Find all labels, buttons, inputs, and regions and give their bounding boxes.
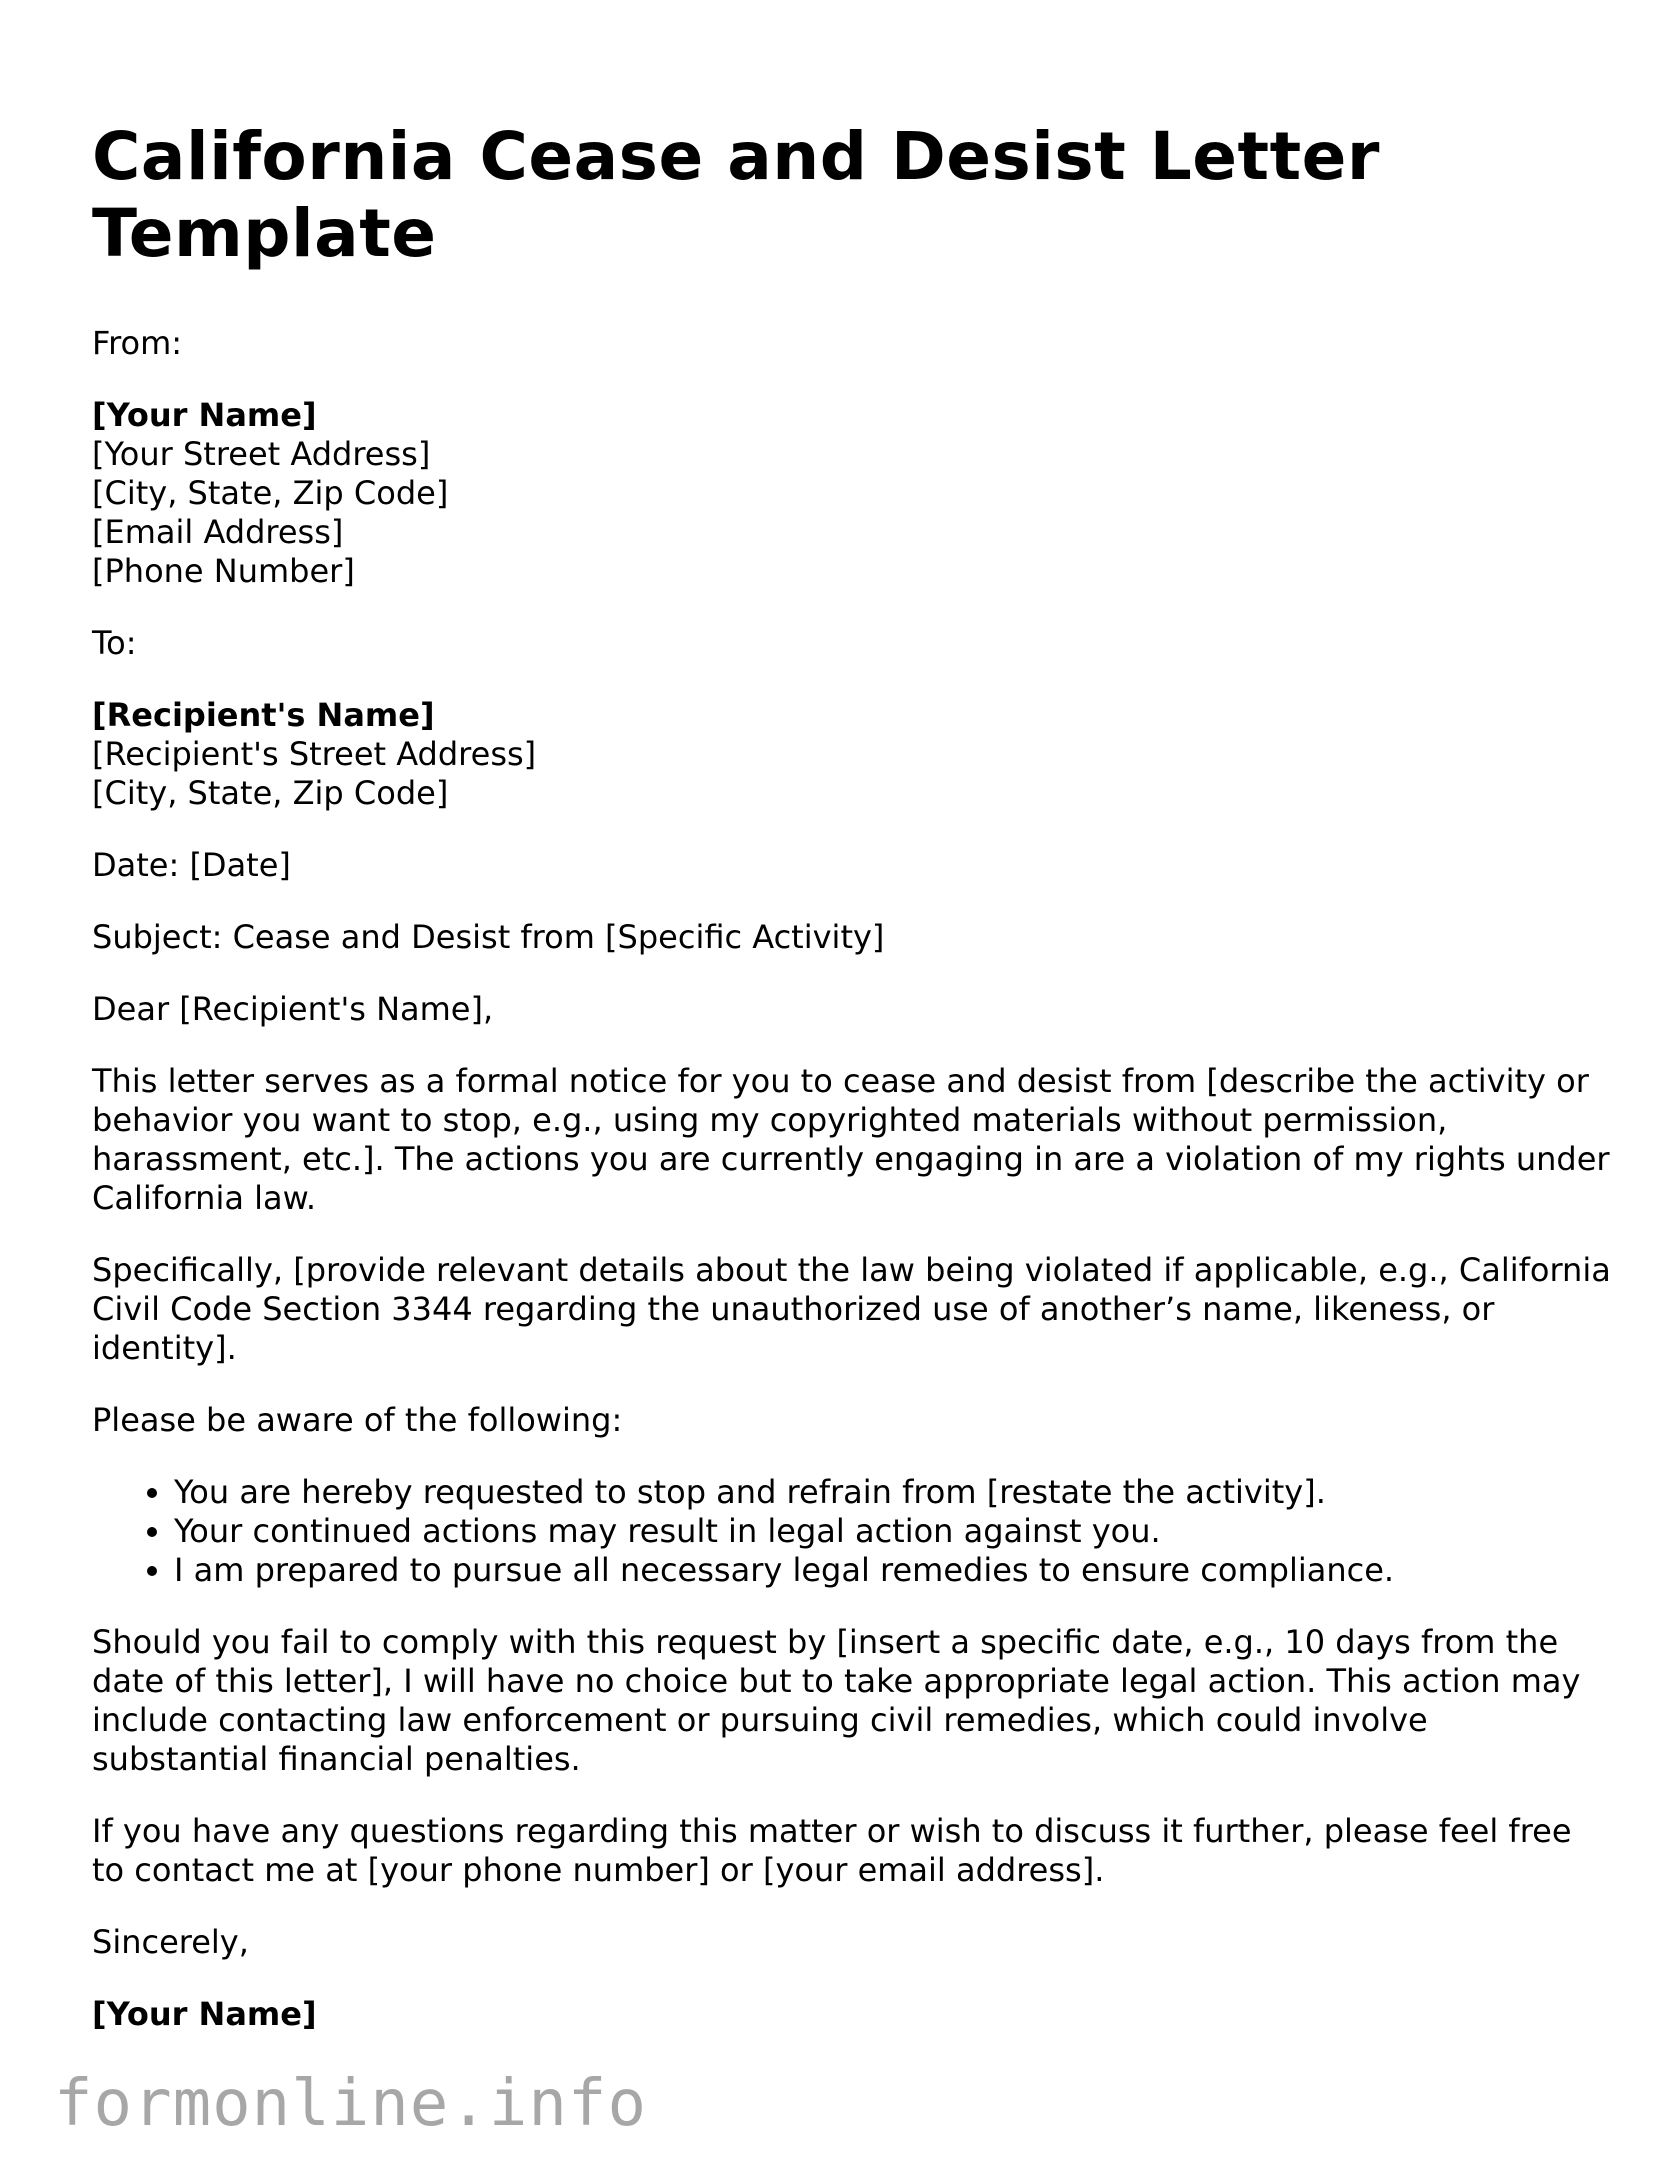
salutation: Dear [Recipient's Name], bbox=[92, 990, 494, 1028]
list-item: • You are hereby requested to stop and refrain from [restate the activity]. bbox=[174, 1473, 1612, 1512]
sender-email: [Email Address] bbox=[92, 513, 344, 551]
sender-name: [Your Name] bbox=[92, 396, 317, 434]
list-item: • I am prepared to pursue all necessary legal remedies to ensure compliance. bbox=[174, 1551, 1612, 1590]
from-label: From: bbox=[92, 324, 183, 362]
closing: Sincerely, bbox=[92, 1923, 249, 1961]
list-item: • Your continued actions may result in legal action against you. bbox=[174, 1512, 1612, 1551]
recipient-name: [Recipient's Name] bbox=[92, 696, 435, 734]
body-paragraph-aware: Please be aware of the following: bbox=[92, 1401, 623, 1439]
recipient-address-block bbox=[92, 696, 1612, 813]
to-label: To: bbox=[92, 624, 137, 662]
body-paragraph-notice: This letter serves as a formal notice for you to cease and desist from [describe the activity or behavior you want to stop, e.g., using my copyrighted materials without permission, harassment, etc.]. The actions you are currently engaging in are a violation of my rights under California law. bbox=[92, 1062, 1610, 1217]
recipient-city-state-zip: [City, State, Zip Code] bbox=[92, 774, 449, 812]
page-title: California Cease and Desist Letter Template bbox=[92, 118, 1380, 272]
body-paragraph-contact: If you have any questions regarding this matter or wish to discuss it further, please feel free to contact me at [your phone number] or [your email address]. bbox=[92, 1812, 1572, 1889]
body-paragraph-law-details: Specifically, [provide relevant details about the law being violated if applicable, e.g., California Civil Code Section 3344 regarding the unauthorized use of another’s name, likeness, or identity]. bbox=[92, 1251, 1611, 1367]
signature-name: [Your Name] bbox=[92, 1995, 317, 2033]
sender-city-state-zip: [City, State, Zip Code] bbox=[92, 474, 449, 512]
sender-street: [Your Street Address] bbox=[92, 435, 431, 473]
subject-line: Subject: Cease and Desist from [Specific Activity] bbox=[92, 918, 885, 956]
watermark: formonline.info bbox=[54, 2067, 647, 2141]
sender-phone: [Phone Number] bbox=[92, 552, 355, 590]
recipient-street: [Recipient's Street Address] bbox=[92, 735, 537, 773]
sender-address-block bbox=[92, 396, 1612, 591]
body-paragraph-consequences: Should you fail to comply with this request by [insert a specific date, e.g., 10 days from the date of this letter], I will have no choice but to take appropriate legal action. This action may include contacting law enforcement or pursuing civil remedies, which could involve substantial financial penalties. bbox=[92, 1623, 1581, 1778]
letter-document bbox=[92, 118, 1612, 2067]
requirements-list bbox=[92, 1473, 1612, 1590]
date-line: Date: [Date] bbox=[92, 846, 291, 884]
